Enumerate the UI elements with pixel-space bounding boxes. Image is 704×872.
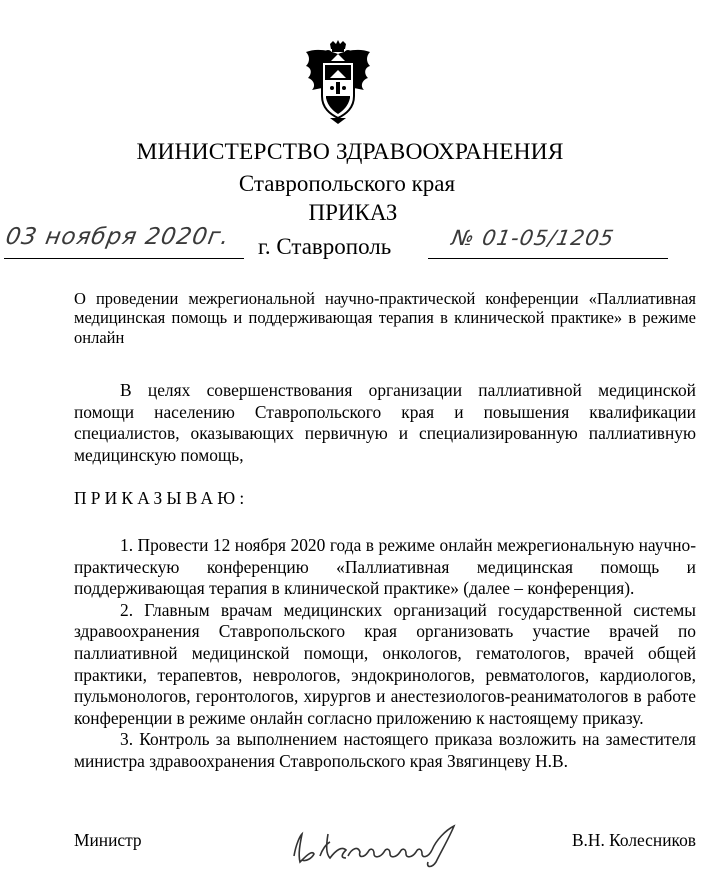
date-underline bbox=[4, 258, 244, 259]
order-keyword: ПРИКАЗЫВАЮ: bbox=[74, 488, 249, 508]
signatory-name: В.Н. Колесников bbox=[571, 830, 696, 850]
order-item-2: 2. Главным врачам медицинских организаций государственной системы здравоохранения Ставропольского края организовать участие врачей по паллиативной медицинской помощи, онкологов, гематологов, врачей общей практики, терапевтов, неврологов, эндокринологов, ревматологов, кардиологов, пульмонологов, геронтологов, хирургов и анестезиологов-реаниматологов в работе конференции в режиме онлайн согласно приложению к настоящему приказу. bbox=[74, 599, 696, 728]
handwritten-signature bbox=[286, 822, 476, 870]
number-underline bbox=[428, 258, 668, 259]
region-title: Ставропольского края bbox=[238, 171, 456, 196]
document-type-title: ПРИКАЗ bbox=[308, 200, 398, 225]
signatory-role: Министр bbox=[74, 830, 142, 850]
handwritten-date: 03 ноября 2020г. bbox=[3, 224, 232, 250]
order-items bbox=[74, 535, 696, 773]
order-subject: О проведении межрегиональной научно-практической конференции «Паллиативная медицинская помощь и поддерживающая терапия в клинической практике» в режиме онлайн bbox=[74, 289, 696, 347]
order-item-3: 3. Контроль за выполнением настоящего приказа возложить на заместителя министра здравоохранения Ставропольского края Звягинцеву Н.В. bbox=[74, 729, 696, 771]
handwritten-order-number: № 01-05/1205 bbox=[449, 226, 617, 250]
coat-of-arms-emblem bbox=[302, 40, 374, 124]
order-item-1: 1. Провести 12 ноября 2020 года в режиме онлайн межрегиональную научно-практическую конференцию «Паллиативная медицинская помощь и поддерживающая терапия в клинической практике» (далее – конференция). bbox=[74, 535, 696, 599]
ministry-title: МИНИСТЕРСТВО ЗДРАВООХРАНЕНИЯ bbox=[136, 139, 564, 165]
city-label: г. Ставрополь bbox=[258, 234, 392, 259]
preamble-paragraph: В целях совершенствования организации паллиативной медицинской помощи населению Ставропольского края и повышения квалификации специалистов, оказывающих первичную и специализированную паллиативную медицинскую помощь, bbox=[74, 380, 696, 465]
